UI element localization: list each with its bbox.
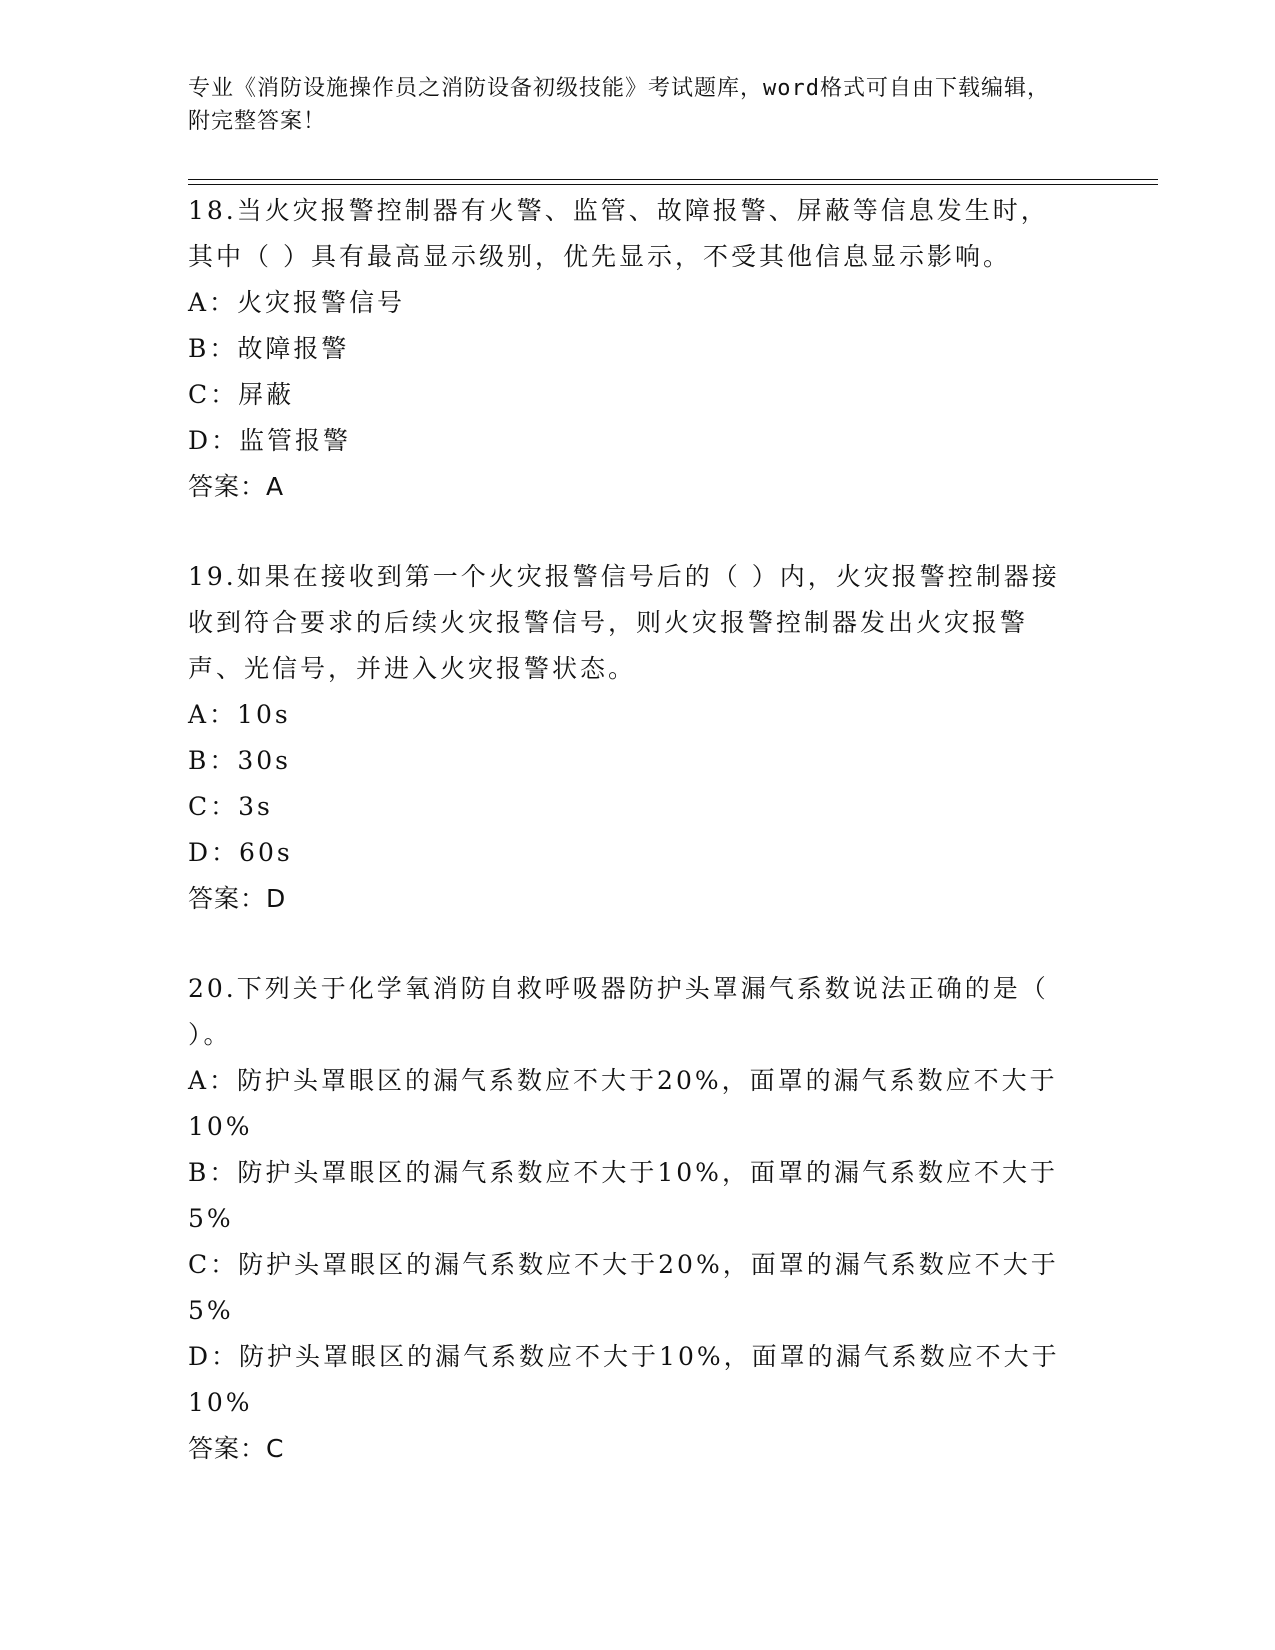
option-c: C：屏蔽 — [188, 380, 295, 409]
question-stem: 18.当火灾报警控制器有火警、监管、故障报警、屏蔽等信息发生时，其中（ ）具有最高显示级别，优先显示，不受其他信息显示影响。 — [188, 196, 1049, 271]
question-19 — [188, 554, 1068, 922]
question-stem: 19.如果在接收到第一个火灾报警信号后的（ ）内，火灾报警控制器接收到符合要求的后续火灾报警信号，则火灾报警控制器发出火灾报警声、光信号，并进入火灾报警状态。 — [188, 562, 1060, 683]
option-b: B：防护头罩眼区的漏气系数应不大于10%，面罩的漏气系数应不大于5% — [188, 1158, 1058, 1233]
answer: 答案：A — [188, 472, 285, 501]
question-18 — [188, 188, 1068, 510]
header-divider-bottom — [188, 184, 1158, 185]
document-header: 专业《消防设施操作员之消防设备初级技能》考试题库，word格式可自由下载编辑，附完整答案！ — [188, 76, 1050, 134]
header-divider-top — [188, 179, 1158, 180]
option-a: A：10s — [188, 700, 291, 729]
option-d: D：防护头罩眼区的漏气系数应不大于10%，面罩的漏气系数应不大于10% — [188, 1342, 1060, 1417]
option-b: B：30s — [188, 746, 292, 775]
question-20 — [188, 966, 1068, 1472]
option-c: C：防护头罩眼区的漏气系数应不大于20%，面罩的漏气系数应不大于5% — [188, 1250, 1059, 1325]
question-stem: 20.下列关于化学氧消防自救呼吸器防护头罩漏气系数说法正确的是（ ）。 — [188, 974, 1049, 1049]
answer: 答案：D — [188, 884, 287, 913]
question-list — [188, 188, 1068, 1472]
option-d: D：监管报警 — [188, 426, 352, 455]
option-c: C：3s — [188, 792, 273, 821]
option-a: A：防护头罩眼区的漏气系数应不大于20%，面罩的漏气系数应不大于10% — [188, 1066, 1058, 1141]
option-b: B：故障报警 — [188, 334, 350, 363]
option-a: A：火灾报警信号 — [188, 288, 406, 317]
answer: 答案：C — [188, 1434, 285, 1463]
option-d: D：60s — [188, 838, 293, 867]
